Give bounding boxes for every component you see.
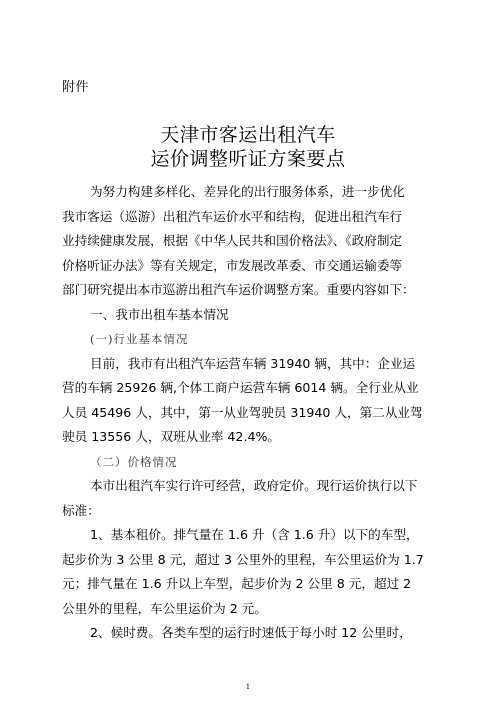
- body-line: 驶员 13556 人，双班从业率 42.4%。: [62, 429, 281, 444]
- body-line: 标准：: [62, 502, 100, 518]
- body-line: 我市客运（巡游）出租汽车运价水平和结构，促进出租汽车行: [62, 208, 403, 224]
- attachment-label: 附件: [62, 80, 90, 95]
- body-line: 人员 45496 人，其中，第一从业驾驶员 31940 人，第二从业驾: [62, 404, 423, 420]
- body-line: 部门研究提出本市巡游出租汽车运价调整方案。重要内容如下：: [62, 282, 415, 297]
- body-line: 起步价为 3 公里 8 元，超过 3 公里外的里程，车公里运价为 1.7: [62, 551, 424, 567]
- body-line: 本市出租汽车实行许可经营，政府定价。现行运价执行以下: [90, 478, 418, 493]
- body-line: 1、基本租价。排气量在 1.6 升（含 1.6 升）以下的车型，: [90, 527, 419, 542]
- subsection-heading: (一)行业基本情况: [90, 332, 189, 346]
- body-line: 目前，我市有出租汽车运营车辆 31940 辆，其中：企业运: [90, 355, 416, 371]
- body-line: 2、候时费。各类车型的运行时速低于每小时 12 公里时，: [90, 625, 412, 640]
- body-line: 为努力构建多样化、差异化的出行服务体系，进一步优化: [90, 184, 405, 199]
- body-line: 业持续健康发展，根据《中华人民共和国价格法》、《政府制定: [62, 233, 403, 248]
- document-title-line-1: 天津市客运出租汽车: [160, 124, 336, 146]
- subsection-heading: （二）价格情况: [90, 454, 178, 469]
- section-heading: 一、我市出租车基本情况: [90, 306, 229, 322]
- body-line: 营的车辆 25926 辆,个体工商户运营车辆 6014 辆。全行业从业: [62, 380, 419, 395]
- document-title-line-2: 运价调整听证方案要点: [150, 148, 346, 170]
- body-line: 元；排气量在 1.6 升以上车型，起步价为 2 公里 8 元，超过 2: [62, 576, 412, 591]
- body-line: 价格听证办法》等有关规定，市发展改革委、市交通运输委等: [62, 257, 403, 273]
- document-body: [62, 180, 438, 646]
- body-line: 公里外的里程，车公里运价为 2 元。: [62, 600, 267, 616]
- page-number: 1: [245, 683, 251, 691]
